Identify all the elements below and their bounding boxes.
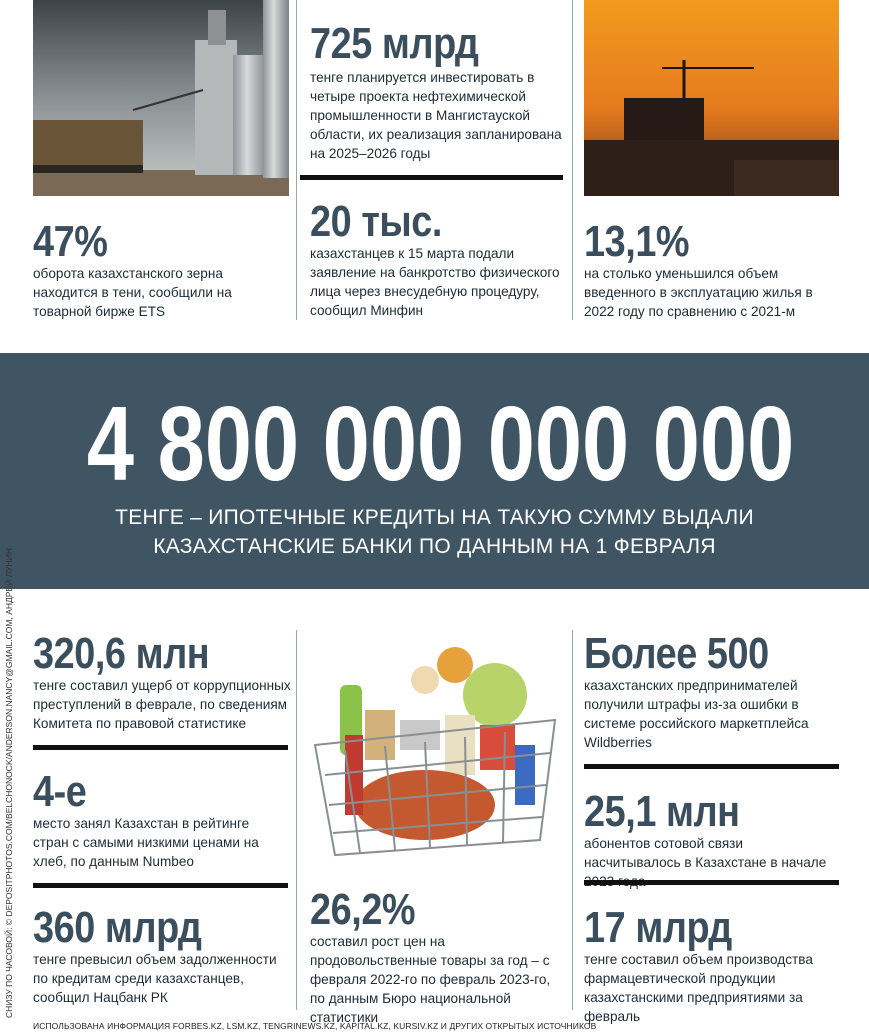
stat-text-25-1: абонентов сотовой связи насчитывалось в Казахстане в начале <box>584 836 827 870</box>
stat-text-26-2: составил рост цен на продовольственные товары за год – с февраля 2022-го по февраль 2023-го, по данным Бюро национальной статистики <box>310 934 551 1025</box>
stat-text-500: казахстанских предпринимателей получили штрафы из-за ошибки в системе российского маркетплейса Wildberries <box>584 678 809 750</box>
stat-value-500: Более 500 <box>584 629 769 678</box>
rule <box>33 745 288 750</box>
stat-value-320-6: 320,6 млн <box>33 629 210 678</box>
column-divider <box>296 630 297 1010</box>
stat-text-17: тенге составил объем производства фармацевтической продукции казахстанскими предприятиями за февраль <box>584 952 813 1024</box>
banner-value: 4 800 000 000 000 <box>86 385 795 503</box>
banner-text: ТЕНГЕ – ИПОТЕЧНЫЕ КРЕДИТЫ НА ТАКУЮ СУММУ ВЫДАЛИ КАЗАХСТАНСКИЕ БАНКИ ПО ДАННЫМ НА 1 ФЕВРАЛЯ <box>115 506 754 558</box>
stat-text-4th: место занял Казахстан в рейтинге стран с самыми низкими ценами на хлеб, по данным Numbeo <box>33 816 259 869</box>
stat-text-47: оборота казахстанского зерна находится в тени, сообщили на товарной бирже ETS <box>33 266 232 319</box>
column-divider <box>572 0 573 320</box>
stat-value-725: 725 млрд <box>310 19 479 68</box>
stat-value-13-1: 13,1% <box>584 217 690 266</box>
mortgage-banner <box>0 353 869 589</box>
construction-photo <box>584 0 839 196</box>
grocery-cart-image <box>305 625 567 870</box>
stat-text-360: тенге превысил объем задолженности по кредитам среди казахстанцев, сообщил Нацбанк РК <box>33 952 277 1005</box>
stat-value-47: 47% <box>33 217 108 266</box>
rule <box>584 880 839 885</box>
rule <box>33 883 288 888</box>
stat-value-25-1: 25,1 млн <box>584 787 740 836</box>
column-divider <box>296 0 297 320</box>
stat-value-4th: 4-е <box>33 767 87 816</box>
stat-text-13-1: на столько уменьшился объем введенного в эксплуатацию жилья в 2022 году по сравнению с 2021-м <box>584 266 813 319</box>
rule <box>584 764 839 769</box>
stat-text-725: тенге планируется инвестировать в четыре проекта нефтехимической промышленности в Мангистауской области, их реализация запланирована на 2025–2026 годы <box>310 70 562 161</box>
stat-text-320-6: тенге составил ущерб от коррупционных преступлений в феврале, по сведениям Комитета по правовой статистике <box>33 678 291 731</box>
grain-elevator-photo <box>33 0 289 196</box>
stat-value-360: 360 млрд <box>33 903 202 952</box>
photo-credit: СНИЗУ ПО ЧАСОВОЙ: © DEPOSITPHOTOS.COM/BELCHONOCK/ANDERSON.NANCY@GMAIL.COM, АНДРЕЙ ЛУНИН <box>4 548 14 1018</box>
stat-value-20k: 20 тыс. <box>310 197 443 246</box>
stat-text-20k: казахстанцев к 15 марта подали заявление на банкротство физического лица через внесудебную процедуру, сообщил Минфин <box>310 246 560 318</box>
column-divider <box>572 630 573 1010</box>
sources-footer: ИСПОЛЬЗОВАНА ИНФОРМАЦИЯ FORBES.KZ, LSM.KZ, TENGRINEWS.KZ, KAPITAL.KZ, KURSIV.KZ И ДРУГИХ ОТКРЫТЫХ ИСТОЧНИКОВ <box>33 1021 597 1031</box>
rule <box>300 175 563 180</box>
stat-value-17: 17 млрд <box>584 903 732 952</box>
stat-value-26-2: 26,2% <box>310 885 416 934</box>
